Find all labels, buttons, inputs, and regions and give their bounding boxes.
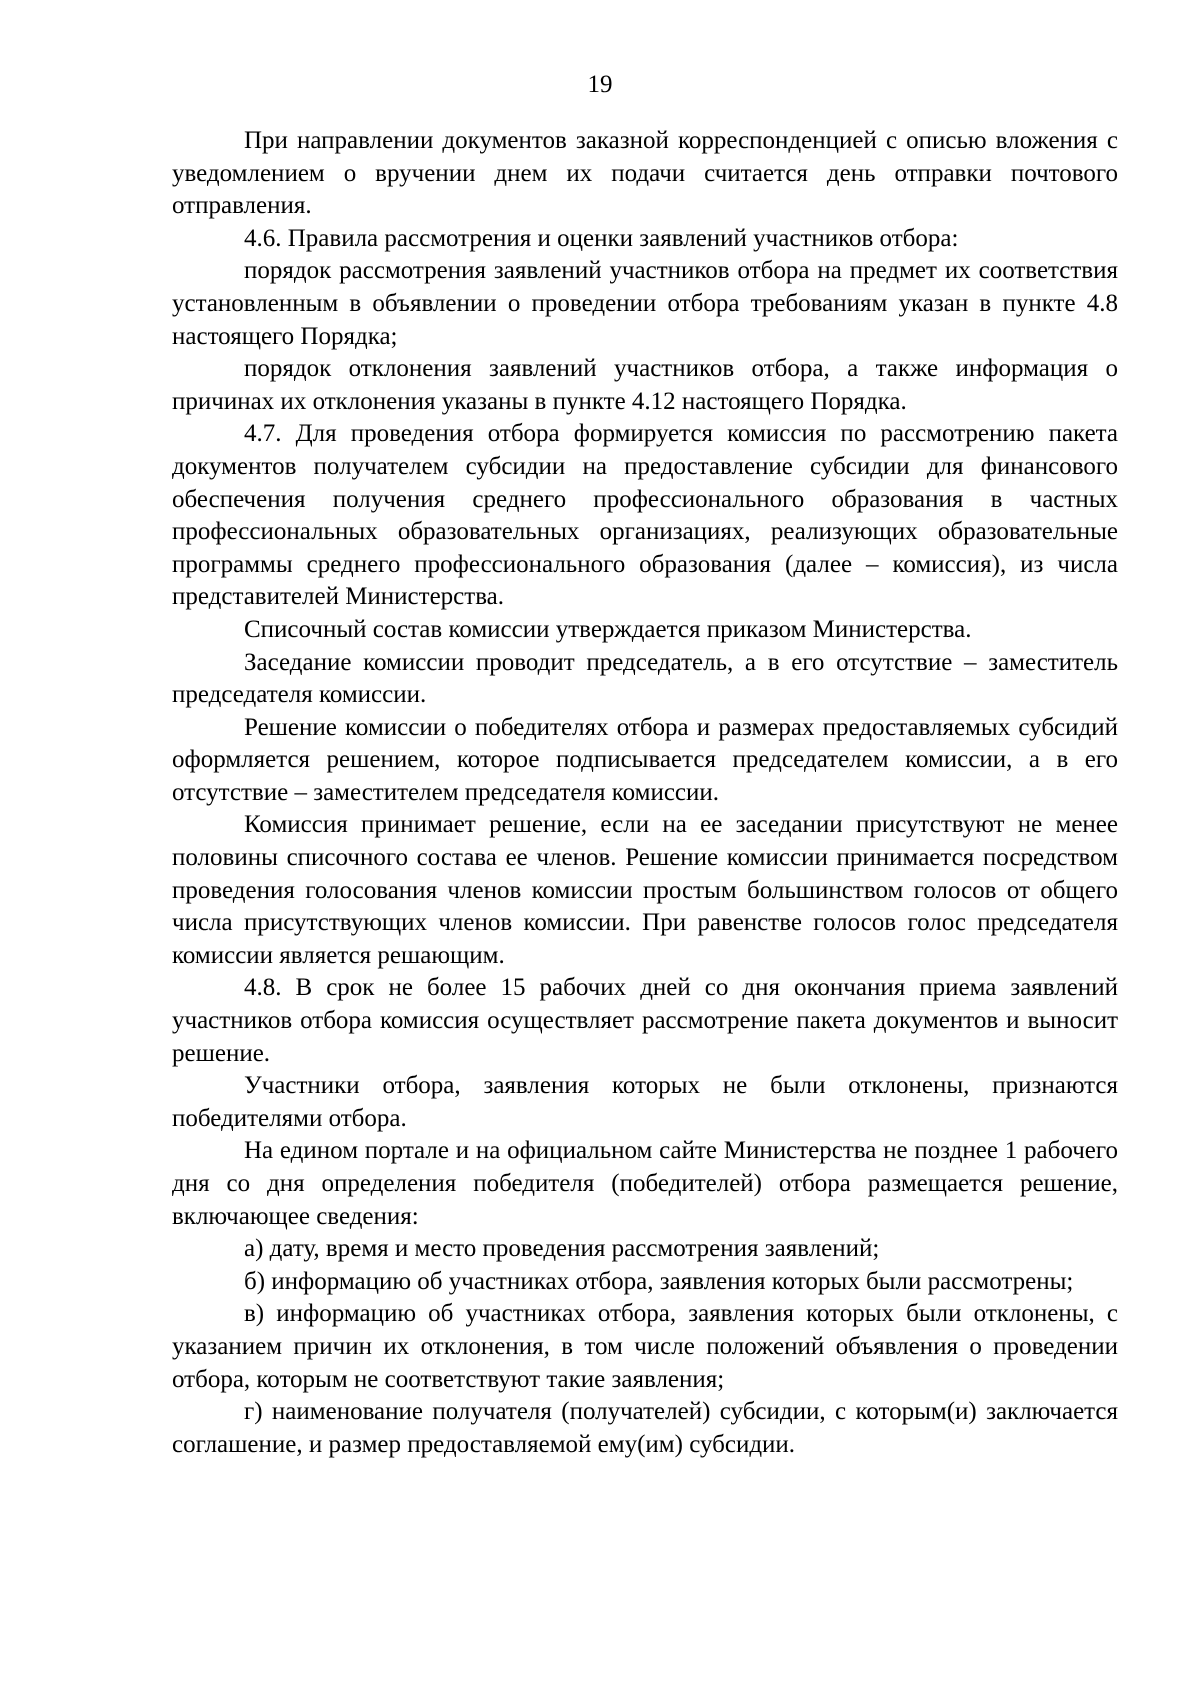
- list-item-g: г) наименование получателя (получателей) субсидии, с которым(и) заключается соглашение, и размер предоставляемой ему(им) субсидии.: [172, 1398, 1118, 1458]
- paragraph-4-8-deadline: 4.8. В срок не более 15 рабочих дней со дня окончания приема заявлений участников отбора комиссия осуществляет рассмотрение пакета документов и выносит решение.: [172, 974, 1118, 1067]
- paragraph-commission-list: Списочный состав комиссии утверждается приказом Министерства.: [244, 615, 972, 643]
- paragraph-winners: Участники отбора, заявления которых не были отклонены, признаются победителями отбора.: [172, 1072, 1118, 1132]
- paragraph-4-6-heading: 4.6. Правила рассмотрения и оценки заявлений участников отбора:: [244, 224, 959, 252]
- page-number: 19: [587, 71, 613, 98]
- document-body: [172, 125, 1118, 1461]
- list-item-v: в) информацию об участниках отбора, заявления которых были отклонены, с указанием причин их отклонения, в том числе положений объявления о проведении отбора, которым не соответствуют такие заявления;: [172, 1300, 1118, 1393]
- paragraph-registered-mail: При направлении документов заказной корреспонденцией с описью вложения с уведомлением о вручении днем их подачи считается день отправки почтового отправления.: [172, 127, 1118, 220]
- paragraph-rejection-procedure: порядок отклонения заявлений участников отбора, а также информация о причинах их отклонения указаны в пункте 4.12 настоящего Порядка.: [172, 355, 1118, 415]
- paragraph-review-procedure: порядок рассмотрения заявлений участников отбора на предмет их соответствия установленным в объявлении о проведении отбора требованиям указан в пункте 4.8 настоящего Порядка;: [172, 257, 1118, 350]
- paragraph-publication: На едином портале и на официальном сайте Министерства не позднее 1 рабочего дня со дня определения победителя (победителей) отбора размещается решение, включающее сведения:: [172, 1137, 1118, 1230]
- paragraph-commission-decision: Решение комиссии о победителях отбора и размерах предоставляемых субсидий оформляется решением, которое подписывается председателем комиссии, а в его отсутствие – заместителем председателя комиссии.: [172, 713, 1118, 806]
- list-item-b: б) информацию об участниках отбора, заявления которых были рассмотрены;: [244, 1267, 1074, 1295]
- paragraph-commission-quorum: Комиссия принимает решение, если на ее заседании присутствуют не менее половины списочного состава ее членов. Решение комиссии принимается посредством проведения голосования членов комиссии простым большинством голосов от общего числа присутствующих членов комиссии. При равенстве голосов голос председателя комиссии является решающим.: [172, 811, 1118, 969]
- paragraph-4-7-commission: 4.7. Для проведения отбора формируется комиссия по рассмотрению пакета документов получателем субсидии на предоставление субсидии для финансового обеспечения получения среднего профессионального образования в частных профессиональных образовательных организациях, реализующих образовательные программы среднего профессионального образования (далее – комиссия), из числа представителей Министерства.: [172, 420, 1118, 611]
- paragraph-commission-chair: Заседание комиссии проводит председатель, а в его отсутствие – заместитель председателя комиссии.: [172, 648, 1118, 709]
- list-item-a: а) дату, время и место проведения рассмотрения заявлений;: [244, 1235, 880, 1263]
